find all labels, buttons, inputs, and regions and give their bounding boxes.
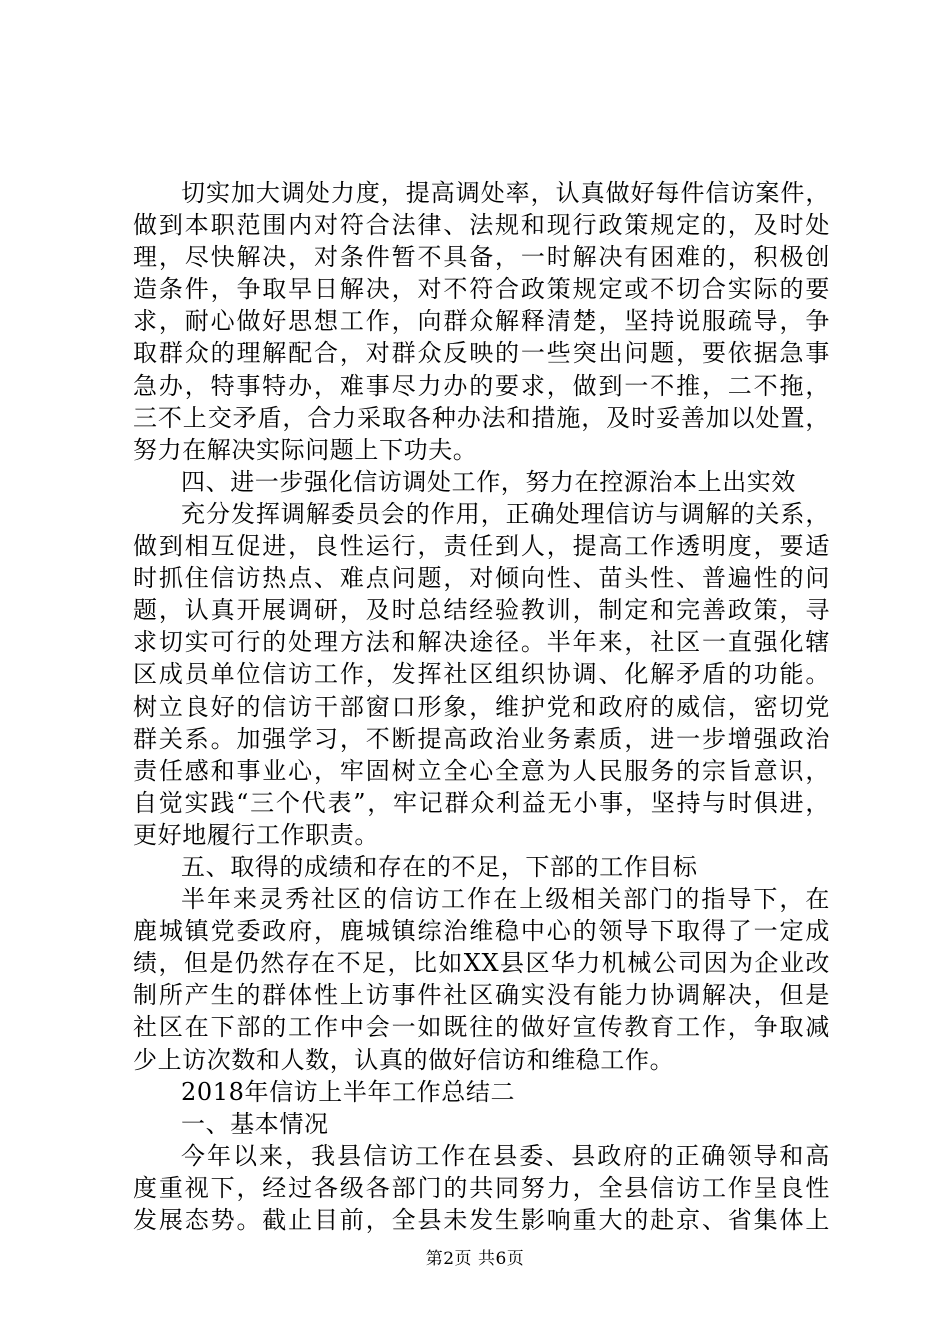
text-line: 今年以来，我县信访工作在县委、县政府的正确领导和高 — [181, 1141, 830, 1170]
document-body — [133, 177, 830, 1236]
text-line: 做到本职范围内对符合法律、法规和现行政策规定的，及时处 — [133, 211, 830, 240]
text-line: 努力在解决实际问题上下功夫。 — [133, 435, 478, 464]
text-line: 更好地履行工作职责。 — [133, 820, 379, 849]
text-line: 题，认真开展调研，及时总结经验教训，制定和完善政策，寻 — [133, 596, 830, 625]
text-line: 做到相互促进，良性运行，责任到人，提高工作透明度，要适 — [133, 532, 830, 561]
section-heading: 四、进一步强化信访调处工作，努力在控源治本上出实效 — [181, 467, 796, 496]
section-heading: 一、基本情况 — [181, 1109, 329, 1138]
text-line: 发展态势。截止目前，全县未发生影响重大的赴京、省集体上 — [133, 1206, 830, 1234]
text-line: 绩，但是仍然存在不足，比如XX县区华力机械公司因为企业改 — [133, 949, 830, 978]
text-line: 度重视下，经过各级各部门的共同努力，全县信访工作呈良性 — [133, 1173, 830, 1202]
text-line: 社区在下部的工作中会一如既往的做好宣传教育工作，争取减 — [133, 1013, 830, 1042]
text-line: 理，尽快解决，对条件暂不具备，一时解决有困难的，积极创 — [133, 243, 830, 272]
text-line: 半年来灵秀社区的信访工作在上级相关部门的指导下，在 — [181, 885, 830, 914]
text-line: 自觉实践“三个代表”，牢记群众利益无小事，坚持与时俱进， — [133, 788, 830, 817]
text-line: 造条件，争取早日解决，对不符合政策规定或不切合实际的要 — [133, 275, 830, 304]
text-line: 三不上交矛盾，合力采取各种办法和措施，及时妥善加以处置， — [133, 403, 830, 432]
document-subtitle: 2018年信访上半年工作总结二 — [181, 1077, 516, 1106]
text-line: 树立良好的信访干部窗口形象，维护党和政府的威信，密切党 — [133, 692, 830, 721]
text-line: 少上访次数和人数，认真的做好信访和维稳工作。 — [133, 1045, 675, 1074]
text-line: 制所产生的群体性上访事件社区确实没有能力协调解决，但是 — [133, 981, 830, 1010]
page-number-footer: 第2页 共6页 — [425, 1249, 525, 1269]
text-line: 求，耐心做好思想工作，向群众解释清楚，坚持说服疏导，争 — [133, 307, 830, 336]
text-line: 鹿城镇党委政府，鹿城镇综治维稳中心的领导下取得了一定成 — [133, 917, 830, 946]
text-line: 取群众的理解配合，对群众反映的一些突出问题，要依据急事 — [133, 339, 830, 368]
text-line: 充分发挥调解委员会的作用，正确处理信访与调解的关系， — [181, 499, 830, 528]
section-heading: 五、取得的成绩和存在的不足，下部的工作目标 — [181, 852, 698, 881]
text-line: 求切实可行的处理方法和解决途径。半年来，社区一直强化辖 — [133, 628, 830, 657]
text-line: 急办，特事特办，难事尽力办的要求，做到一不推，二不拖， — [133, 371, 830, 400]
text-line: 时抓住信访热点、难点问题，对倾向性、苗头性、普遍性的问 — [133, 564, 830, 593]
text-line: 群关系。加强学习，不断提高政治业务素质，进一步增强政治 — [133, 724, 830, 753]
text-line: 切实加大调处力度，提高调处率，认真做好每件信访案件， — [181, 179, 830, 207]
text-line: 区成员单位信访工作，发挥社区组织协调、化解矛盾的功能。 — [133, 660, 830, 689]
text-line: 责任感和事业心，牢固树立全心全意为人民服务的宗旨意识， — [133, 756, 830, 785]
